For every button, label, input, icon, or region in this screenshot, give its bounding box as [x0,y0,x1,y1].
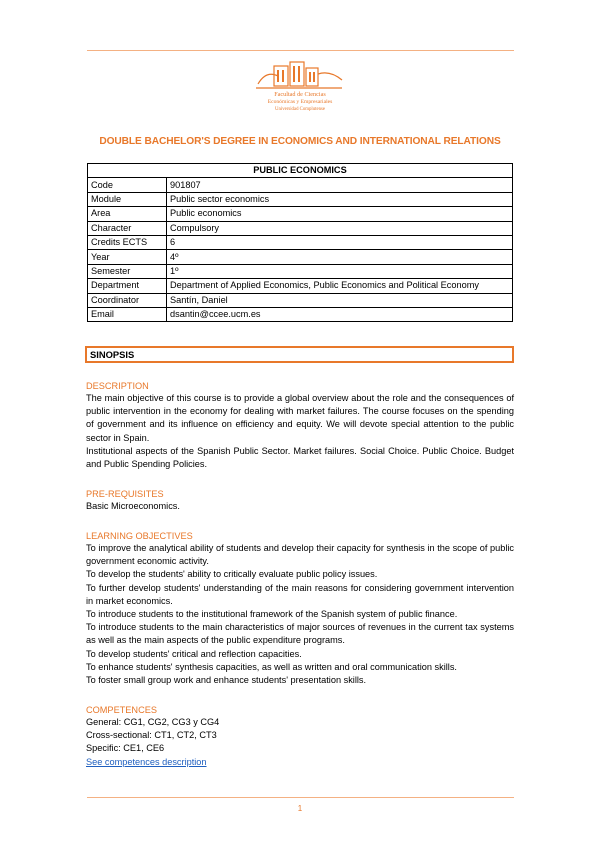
table-row: Email dsantin@ccee.ucm.es [88,307,513,321]
sinopsis-heading: SINOPSIS [85,346,514,363]
list-item: To enhance students' synthesis capacities, as well as written and oral communication skills. [86,661,457,672]
learning-objectives-heading: LEARNING OBJECTIVES [86,531,193,541]
description-paragraph: The main objective of this course is to provide a global overview about the role and the consequences of public intervention in the economy for dealing with market failures. The course focuses on the spending of government and its influence on efficiency and equity. We will devote special attention to the public sector in Spain. [86,393,514,443]
prerequisites-section [86,488,514,513]
table-row: Coordinator Santín, Daniel [88,293,513,307]
competences-cross: Cross-sectional: CT1, CT2, CT3 [86,730,217,741]
description-heading: DESCRIPTION [86,381,149,391]
description-topics: Institutional aspects of the Spanish Public Sector. Market failures. Social Choice. Public Choice. Budget and Public Spending Policies. [86,445,514,470]
competences-general: General: CG1, CG2, CG3 y CG4 [86,717,220,727]
competences-specific: Specific: CE1, CE6 [86,743,165,754]
list-item: To develop students' critical and reflection capacities. [86,648,302,659]
list-item: To foster small group work and enhance students' presentation skills. [86,675,367,686]
footer-rule [87,797,514,798]
course-info-table [87,163,513,322]
table-header: PUBLIC ECONOMICS [88,164,513,178]
learning-objectives-section [86,530,514,687]
list-item: To introduce students to the institutional framework of the Spanish system of public finance. [86,609,458,620]
competences-heading: COMPETENCES [86,705,157,715]
faculty-logo [252,60,348,116]
svg-text:Facultad de Ciencias: Facultad de Ciencias [274,91,326,98]
list-item: To further develop students' understanding of the main reasons for considering government intervention in market economics. [86,582,514,606]
header-rule [87,50,514,51]
table-row: Area Public economics [88,207,513,221]
document-title: DOUBLE BACHELOR'S DEGREE IN ECONOMICS AND INTERNATIONAL RELATIONS [99,136,501,147]
table-row: Department Department of Applied Economics, Public Economics and Political Economy [88,279,513,293]
list-item: To introduce students to the main characteristics of major sources of revenues in the current tax systems as well as the main aspects of the public expenditure programs. [86,622,514,646]
table-row: Semester 1º [88,264,513,278]
competences-section [86,704,514,769]
table-row: Year 4º [88,250,513,264]
prerequisites-text: Basic Microeconomics. [86,501,180,511]
description-section [86,380,514,471]
list-item: To improve the analytical ability of students and develop their capacity for synthesis in the scope of public government economic activity. [86,543,514,567]
competences-description-link[interactable]: See competences description [86,756,207,767]
svg-text:Económicas y Empresariales: Económicas y Empresariales [267,99,333,105]
table-row: Module Public sector economics [88,192,513,206]
prerequisites-heading: PRE-REQUISITES [86,489,164,499]
table-row: Character Compulsory [88,221,513,235]
table-row: Credits ECTS 6 [88,235,513,249]
list-item: To develop the students' ability to critically evaluate public policy issues. [86,569,378,580]
table-row: Code 901807 [88,178,513,192]
page-number: 1 [297,804,303,813]
svg-text:Universidad Complutense: Universidad Complutense [275,107,325,112]
